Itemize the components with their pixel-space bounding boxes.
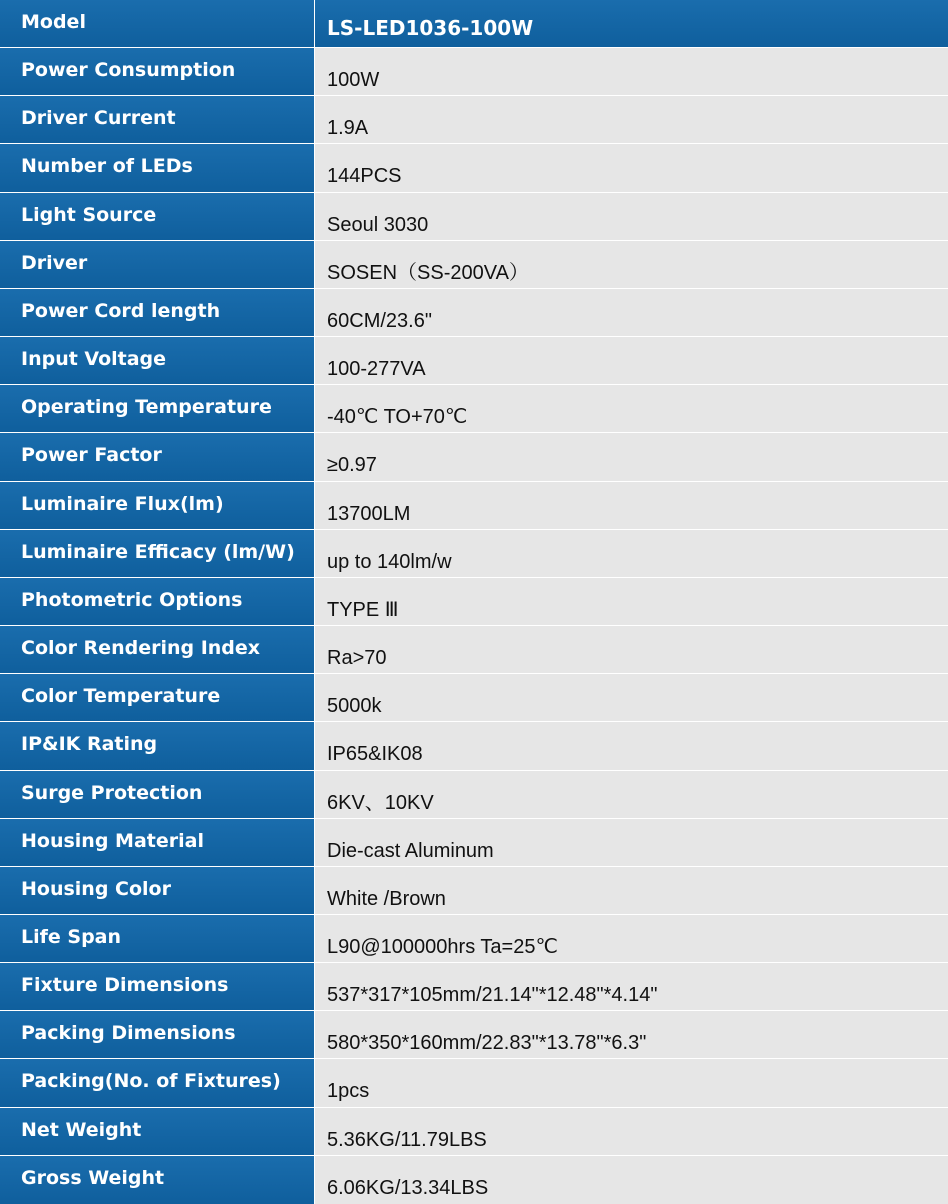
spec-row [0, 193, 948, 241]
spec-value: ≥0.97 [315, 433, 948, 480]
spec-value: -40℃ TO+70℃ [315, 385, 948, 432]
spec-label: Color Temperature [0, 674, 315, 721]
spec-label: Power Factor [0, 433, 315, 480]
spec-row [0, 530, 948, 578]
spec-value: 100W [315, 48, 948, 95]
spec-row [0, 144, 948, 192]
spec-label: Life Span [0, 915, 315, 962]
spec-value: 6.06KG/13.34LBS [315, 1156, 948, 1204]
spec-row [0, 867, 948, 915]
spec-value: White /Brown [315, 867, 948, 914]
spec-label: Operating Temperature [0, 385, 315, 432]
spec-label: Driver [0, 241, 315, 288]
spec-label: Packing Dimensions [0, 1011, 315, 1058]
spec-value: 60CM/23.6" [315, 289, 948, 336]
spec-label: Driver Current [0, 96, 315, 143]
spec-label: Luminaire Flux(lm) [0, 482, 315, 529]
spec-label: Photometric Options [0, 578, 315, 625]
spec-label: Luminaire Efficacy (lm/W) [0, 530, 315, 577]
spec-row [0, 626, 948, 674]
spec-row [0, 0, 948, 48]
spec-row [0, 1059, 948, 1107]
spec-value: up to 140lm/w [315, 530, 948, 577]
spec-row [0, 241, 948, 289]
spec-value: 5000k [315, 674, 948, 721]
spec-value: 100-277VA [315, 337, 948, 384]
spec-label: Light Source [0, 193, 315, 240]
spec-label: Input Voltage [0, 337, 315, 384]
spec-row [0, 674, 948, 722]
spec-value: Die-cast Aluminum [315, 819, 948, 866]
spec-row [0, 337, 948, 385]
spec-label: Model [0, 0, 315, 47]
spec-row [0, 915, 948, 963]
spec-label: Packing(No. of Fixtures) [0, 1059, 315, 1106]
spec-label: Housing Color [0, 867, 315, 914]
spec-value: SOSEN（SS-200VA） [315, 241, 948, 288]
spec-row [0, 433, 948, 481]
spec-value: 144PCS [315, 144, 948, 191]
spec-row [0, 1156, 948, 1204]
spec-label: Housing Material [0, 819, 315, 866]
spec-row [0, 963, 948, 1011]
spec-label: Power Consumption [0, 48, 315, 95]
spec-value: 6KV、10KV [315, 771, 948, 818]
spec-value: 1.9A [315, 96, 948, 143]
spec-row [0, 722, 948, 770]
spec-row [0, 1011, 948, 1059]
spec-label: IP&IK Rating [0, 722, 315, 769]
spec-value: 13700LM [315, 482, 948, 529]
spec-value: 1pcs [315, 1059, 948, 1106]
spec-row [0, 819, 948, 867]
spec-label: Color Rendering Index [0, 626, 315, 673]
spec-label: Number of LEDs [0, 144, 315, 191]
spec-value: 537*317*105mm/21.14"*12.48"*4.14" [315, 963, 948, 1010]
spec-value: Seoul 3030 [315, 193, 948, 240]
spec-label: Gross Weight [0, 1156, 315, 1204]
spec-value: L90@100000hrs Ta=25℃ [315, 915, 948, 962]
spec-value: 5.36KG/11.79LBS [315, 1108, 948, 1155]
spec-value: TYPE Ⅲ [315, 578, 948, 625]
spec-value: 580*350*160mm/22.83"*13.78"*6.3" [315, 1011, 948, 1058]
spec-row [0, 385, 948, 433]
spec-label: Fixture Dimensions [0, 963, 315, 1010]
spec-value: IP65&IK08 [315, 722, 948, 769]
spec-row [0, 48, 948, 96]
spec-value: Ra>70 [315, 626, 948, 673]
spec-row [0, 289, 948, 337]
spec-row [0, 578, 948, 626]
spec-row [0, 482, 948, 530]
spec-label: Net Weight [0, 1108, 315, 1155]
spec-row [0, 1108, 948, 1156]
spec-value: LS-LED1036-100W [315, 0, 948, 47]
spec-row [0, 96, 948, 144]
spec-label: Surge Protection [0, 771, 315, 818]
spec-label: Power Cord length [0, 289, 315, 336]
spec-row [0, 771, 948, 819]
